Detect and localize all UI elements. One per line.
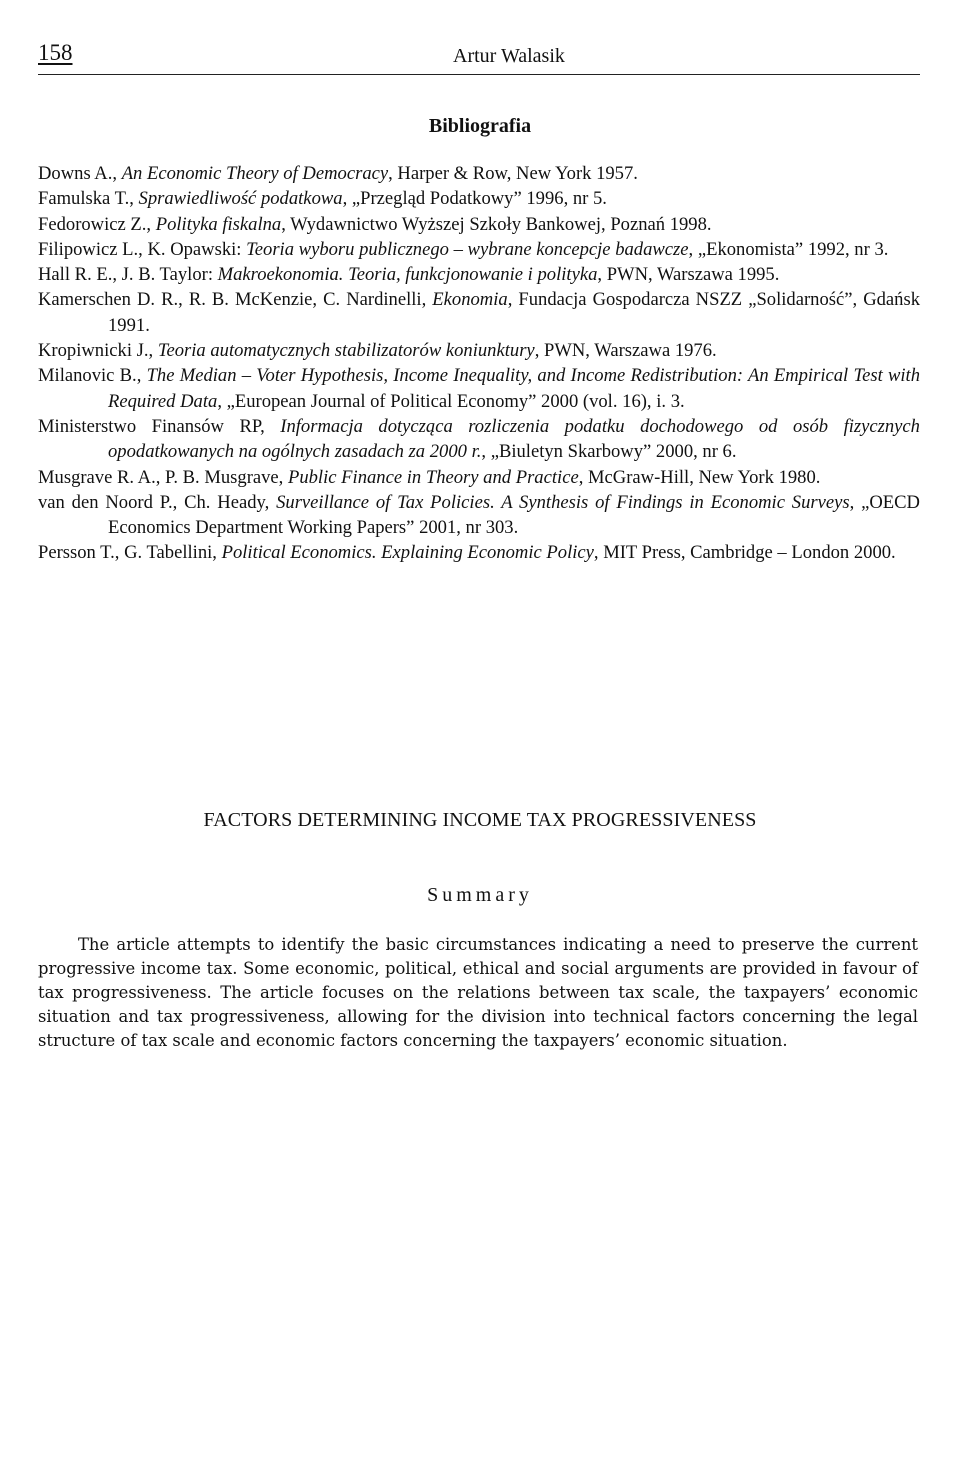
bibliography-entry — [38, 262, 920, 287]
entry-text: , „European Journal of Political Economy” 2000 (vol. 16), i. 3. — [217, 390, 685, 412]
entry-text: , Wydawnictwo Wyższej Szkoły Bankowej, Poznań 1998. — [281, 213, 712, 235]
entry-text: , MIT Press, Cambridge – London 2000. — [593, 542, 896, 564]
summary-heading: FACTORS DETERMINING INCOME TAX PROGRESSIVENESS — [203, 809, 757, 831]
entry-title: Ekonomia — [432, 289, 508, 311]
running-head: Artur Walasik — [453, 45, 565, 67]
bibliography-title: Bibliografia — [428, 115, 532, 137]
entry-text: Kamerschen D. R., R. B. McKenzie, C. Nardinelli, — [38, 289, 433, 311]
bibliography-entry — [38, 338, 920, 363]
entry-text: Ministerstwo Finansów RP, — [38, 415, 281, 437]
entry-text: , Fundacja Gospodarcza NSZZ „Solidarność”, Gdańsk 1991. — [108, 289, 921, 336]
entry-title: Sprawiedliwość podatkowa — [138, 188, 343, 210]
entry-text: Musgrave R. A., P. B. Musgrave, — [38, 466, 288, 488]
entry-text: , „Biuletyn Skarbowy” 2000, nr 6. — [481, 441, 737, 463]
bibliography-entry — [38, 186, 920, 211]
entry-text: Fedorowicz Z., — [38, 213, 156, 235]
entry-text: Persson T., G. Tabellini, — [38, 542, 222, 564]
page-header — [38, 38, 920, 75]
bibliography-entry — [38, 465, 920, 490]
summary-label: Summary — [427, 884, 533, 906]
entry-title: Polityka fiskalna — [155, 213, 282, 235]
entry-text: , Harper & Row, New York 1957. — [388, 163, 638, 184]
entry-title: Political Economics. Explaining Economic Policy — [221, 542, 594, 564]
bibliography-entry — [38, 212, 920, 237]
entry-text: , McGraw-Hill, New York 1980. — [578, 466, 821, 488]
bibliography-entry — [38, 237, 920, 262]
entry-text: Filipowicz L., K. Opawski: — [38, 238, 247, 260]
entry-text: Downs A., — [38, 163, 122, 184]
page-number: 158 — [38, 40, 73, 65]
entry-text: Kropiwnicki J., — [38, 340, 158, 362]
bibliography-entry — [38, 414, 920, 465]
entry-title: Informacja dotycząca rozliczenia podatku dochodowego od osób fizycznych opodatkowanych na ogólnych zasadach za 2000 r. — [108, 415, 920, 463]
entry-title: Teoria wyboru publicznego – wybrane koncepcje badawcze — [246, 238, 689, 260]
entry-text: Famulska T., — [38, 188, 139, 210]
entry-text: van den Noord P., Ch. Heady, — [38, 491, 277, 513]
entry-text: , „Przegląd Podatkowy” 1996, nr 5. — [342, 188, 607, 210]
entry-title: An Economic Theory of Democracy — [121, 163, 389, 184]
bibliography-entry — [38, 161, 920, 186]
bibliography-list — [38, 161, 920, 566]
bibliography-entry — [38, 540, 920, 565]
entry-text: Hall R. E., J. B. Taylor: — [38, 264, 218, 286]
bibliography-entry — [38, 287, 920, 338]
entry-text: , PWN, Warszawa 1976. — [534, 340, 717, 362]
bibliography-entry — [38, 490, 920, 541]
bibliography-entry — [38, 363, 920, 414]
entry-text: , „Ekonomista” 1992, nr 3. — [688, 238, 889, 260]
entry-text: , „OECD Economics Department Working Papers” 2001, nr 303. — [108, 491, 920, 539]
entry-title: The Median – Voter Hypothesis, Income Inequality, and Income Redistribution: An Empirical Test with Required Data — [108, 365, 920, 412]
entry-title: Makroekonomia. Teoria, funkcjonowanie i polityka — [217, 264, 598, 286]
entry-title: Surveillance of Tax Policies. A Synthesis of Findings in Economic Surveys — [276, 491, 850, 513]
entry-text: , PWN, Warszawa 1995. — [597, 264, 780, 286]
entry-title: Teoria automatycznych stabilizatorów koniunktury — [157, 340, 535, 362]
entry-title: Public Finance in Theory and Practice — [287, 466, 579, 488]
entry-text: Milanovic B., — [38, 365, 147, 387]
summary-text: The article attempts to identify the basic circumstances indicating a need to preserve the current progressive income tax. Some economic, political, ethical and social arguments are provided in favour of tax progressiveness. The article focuses on the relations between tax scale, the taxpayers’ economic situation and tax progressiveness, allowing for the division into technical factors concerning the legal structure of tax scale and economic factors concerning the taxpayers’ economic situation. — [38, 935, 918, 1051]
